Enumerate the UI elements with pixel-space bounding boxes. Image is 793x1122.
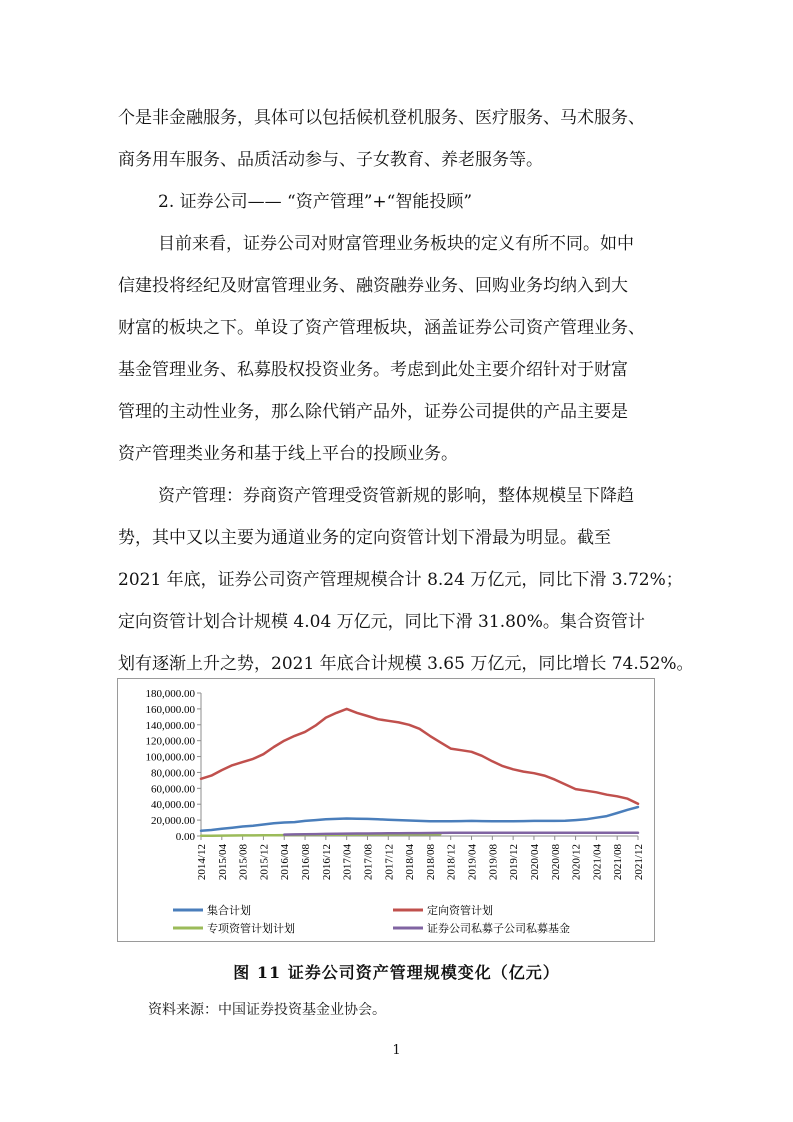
page-number: 1 <box>392 1043 401 1058</box>
legend-label: 证券公司私募子公司私募基金 <box>427 923 570 935</box>
y-tick-label: 40,000.00 <box>151 799 195 812</box>
legend-label: 集合计划 <box>207 905 251 917</box>
section-heading: 2. 证券公司—— “资产管理”+“智能投顾” <box>158 192 473 212</box>
y-tick-label: 120,000.00 <box>145 735 195 748</box>
x-tick-label: 2019/08 <box>487 844 500 881</box>
x-tick-label: 2018/08 <box>424 844 437 881</box>
y-tick-label: 20,000.00 <box>151 815 195 828</box>
paragraph-line: 目前来看，证券公司对财富管理业务板块的定义有所不同。如中 <box>158 234 634 254</box>
legend-label: 专项资管计划计划 <box>207 923 295 935</box>
x-tick-label: 2015/12 <box>258 844 271 881</box>
y-tick-label: 80,000.00 <box>151 767 195 780</box>
paragraph-line: 资产管理类业务和基于线上平台的投顾业务。 <box>118 444 458 464</box>
y-tick-label: 160,000.00 <box>145 703 195 716</box>
x-tick-label: 2019/04 <box>466 844 479 881</box>
asset-management-line-chart <box>118 679 654 941</box>
x-tick-label: 2018/04 <box>404 844 417 881</box>
y-tick-label: 140,000.00 <box>145 719 195 732</box>
paragraph-line: 2021 年底，证券公司资产管理规模合计 8.24 万亿元，同比下滑 3.72%； <box>118 570 683 590</box>
x-tick-label: 2021/04 <box>591 844 604 881</box>
paragraph-line: 资产管理：券商资产管理受资管新规的影响，整体规模呈下降趋 <box>158 486 634 506</box>
paragraph-line: 个是非金融服务，具体可以包括候机登机服务、医疗服务、马术服务、 <box>118 108 645 128</box>
x-tick-label: 2018/12 <box>445 844 458 881</box>
x-tick-label: 2015/04 <box>216 844 229 881</box>
paragraph-line: 基金管理业务、私募股权投资业务。考虑到此处主要介绍针对于财富 <box>118 360 628 380</box>
paragraph-line: 定向资管计划合计规模 4.04 万亿元，同比下滑 31.80%。集合资管计 <box>118 612 645 632</box>
x-tick-label: 2017/04 <box>341 844 354 881</box>
y-tick-label: 100,000.00 <box>145 751 195 764</box>
x-tick-label: 2016/12 <box>320 844 333 881</box>
y-tick-label: 60,000.00 <box>151 783 195 796</box>
x-tick-label: 2020/04 <box>528 844 541 881</box>
y-tick-label: 0.00 <box>175 831 195 843</box>
paragraph-line: 管理的主动性业务，那么除代销产品外，证券公司提供的产品主要是 <box>118 402 628 422</box>
x-tick-label: 2020/12 <box>570 844 583 881</box>
x-tick-label: 2014/12 <box>196 844 208 881</box>
x-tick-label: 2021/08 <box>612 844 625 881</box>
paragraph-line: 势，其中又以主要为通道业务的定向资管计划下滑最为明显。截至 <box>118 528 611 548</box>
paragraph-line: 财富的板块之下。单设了资产管理板块，涵盖证券公司资产管理业务、 <box>118 318 645 338</box>
paragraph-line: 商务用车服务、品质活动参与、子女教育、养老服务等。 <box>118 150 543 170</box>
series-line <box>284 833 638 835</box>
x-tick-label: 2017/08 <box>362 844 375 881</box>
series-line <box>201 807 638 831</box>
figure-caption: 图 11 证券公司资产管理规模变化（亿元） <box>233 963 560 982</box>
paragraph-line: 信建投将经纪及财富管理业务、融资融券业务、回购业务均纳入到大 <box>118 276 628 296</box>
paragraph-line: 划有逐渐上升之势，2021 年底合计规模 3.65 万亿元，同比增长 74.52%。 <box>118 654 694 674</box>
legend-label: 定向资管计划 <box>427 905 493 917</box>
source-note: 资料来源：中国证券投资基金业协会。 <box>148 1002 386 1018</box>
x-tick-label: 2016/04 <box>279 844 292 881</box>
x-tick-label: 2017/12 <box>383 844 396 881</box>
series-line <box>201 709 638 804</box>
chart-frame <box>117 678 655 942</box>
x-tick-label: 2020/08 <box>549 844 562 881</box>
y-tick-label: 180,000.00 <box>145 688 195 700</box>
x-tick-label: 2015/08 <box>237 844 250 881</box>
x-tick-label: 2019/12 <box>508 844 521 881</box>
x-tick-label: 2021/12 <box>633 844 645 881</box>
x-tick-label: 2016/08 <box>300 844 313 881</box>
